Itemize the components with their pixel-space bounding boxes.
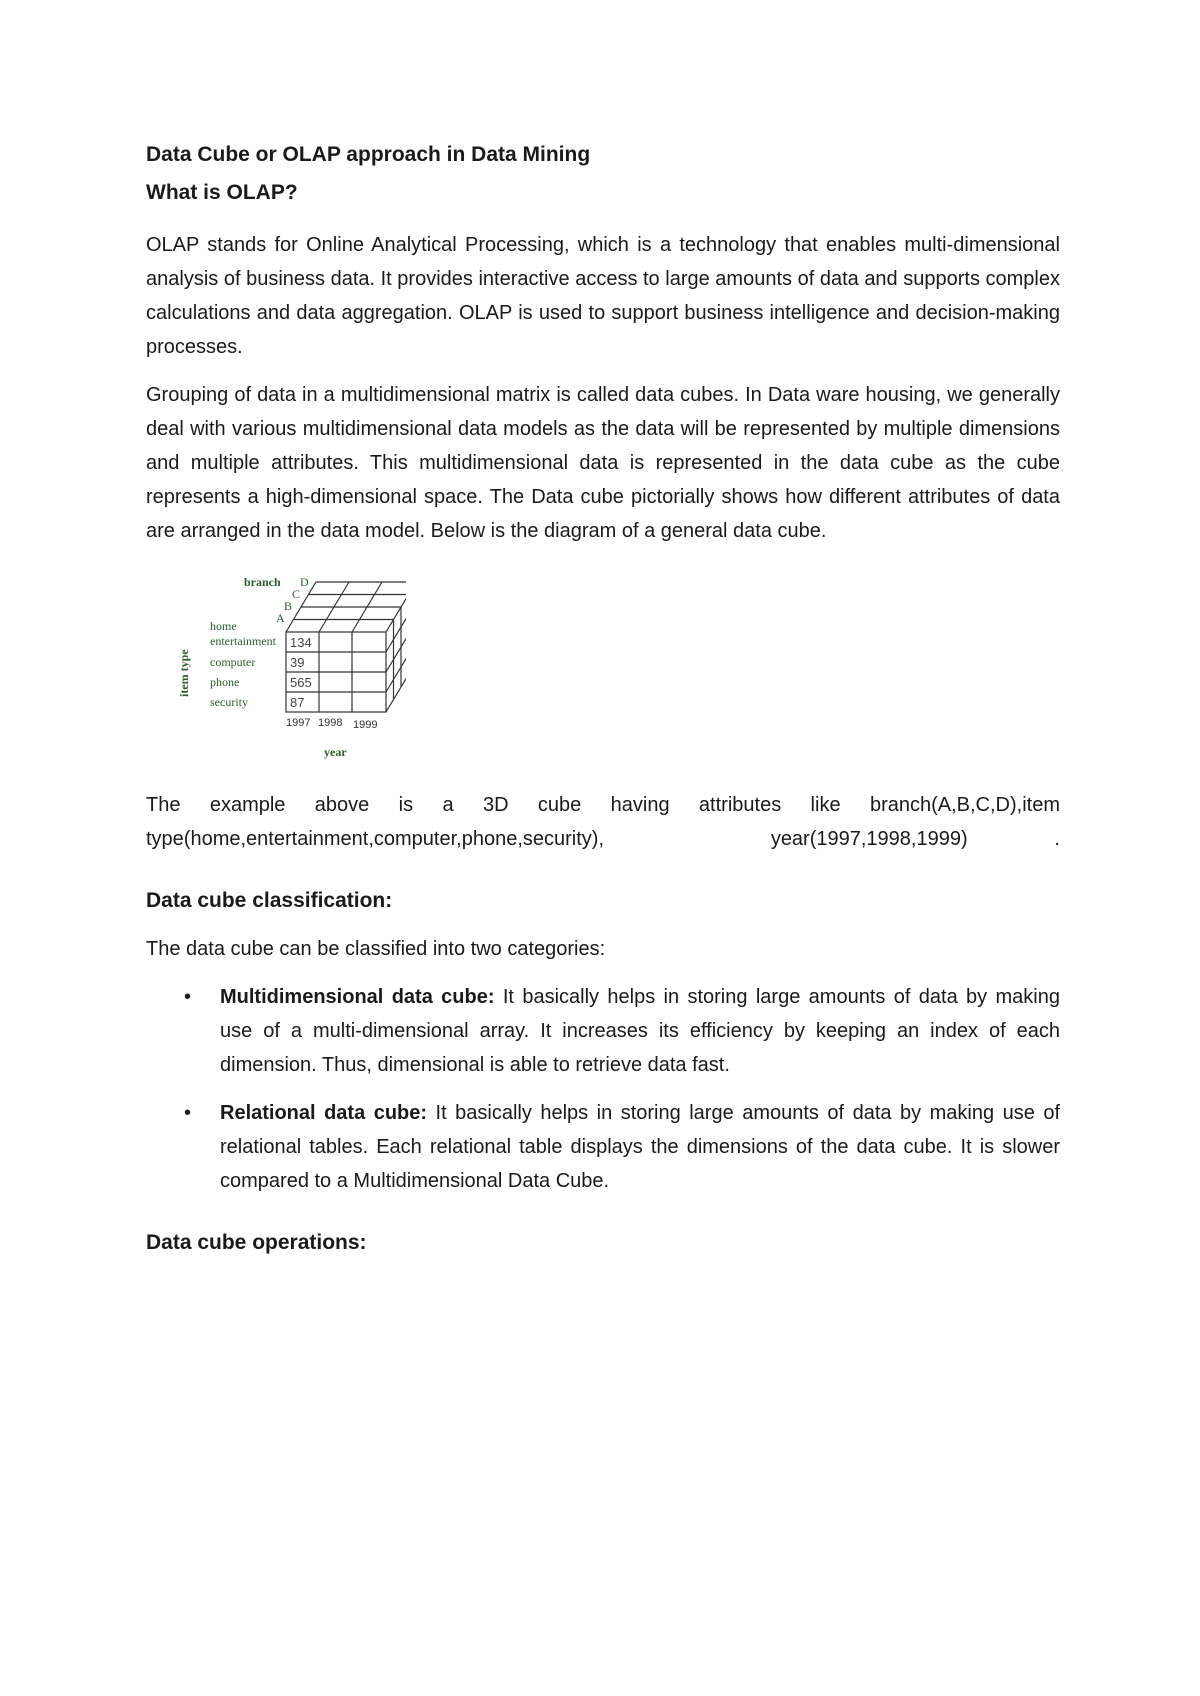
classification-intro: The data cube can be classified into two categories: (146, 938, 606, 960)
cell-value-phone: 565 (290, 675, 312, 690)
bullet-text: It basically helps in storing large amounts of data by making use of a multi-dimensional array. It increases its efficiency by keeping an index of each dimension. Thus, dimensional is able to retrieve data fast. (220, 986, 1060, 1076)
example-line-2 (146, 822, 1060, 856)
item-label-security: security (210, 695, 248, 709)
bullet-term: Multidimensional data cube: (220, 986, 495, 1008)
example-item-types: type(home,entertainment,computer,phone,security), (146, 828, 605, 850)
example-line-1: The example above is a 3D cube having attributes like branch(A,B,C,D),item (146, 794, 1060, 816)
item-label-computer: computer (210, 655, 256, 669)
year-label-1999: 1999 (353, 719, 378, 731)
spacer (146, 1212, 1060, 1228)
cell-value-computer: 39 (290, 655, 305, 670)
item-type-axis-label: item type (177, 649, 191, 697)
spacer (146, 856, 1060, 886)
document-content (146, 140, 1060, 1258)
item-label-phone: phone (210, 675, 240, 689)
item-label-home: home (210, 619, 237, 633)
list-item (146, 980, 1060, 1082)
bullet-text: It basically helps in storing large amounts of data by making use of relational tables. Each relational table displays the dimensions of the data cube. It is slower compared to a Multidimensional Data Cube. (220, 1102, 1060, 1192)
cell-value-security: 87 (290, 695, 305, 710)
branch-label-d: D (300, 575, 309, 589)
page-title: Data Cube or OLAP approach in Data Mining (146, 143, 591, 166)
year-label-1997: 1997 (286, 717, 311, 729)
year-axis-label: year (324, 745, 347, 759)
classification-list (146, 980, 1060, 1198)
year-label-1998: 1998 (318, 717, 343, 729)
paragraph-data-cube-intro: Grouping of data in a multidimensional matrix is called data cubes. In Data ware housing, we generally deal with various multidimensional data models as the data will be represented by multiple dimensions and multiple attributes. This multidimensional data is represented in the data cube as the cube represents a high-dimensional space. The Data cube pictorially shows how different attributes of data are arranged in the data model. Below is the diagram of a general data cube. (146, 384, 1060, 542)
data-cube-figure (176, 572, 406, 772)
example-years: year(1997,1998,1999) (770, 828, 968, 850)
section-heading-classification: Data cube classification: (146, 889, 393, 912)
bullet-icon: • (184, 1102, 192, 1124)
item-label-entertainment: entertainment (210, 634, 276, 648)
branch-label-c: C (292, 587, 301, 601)
branch-axis-label: branch (244, 575, 281, 589)
list-item (146, 1096, 1060, 1198)
data-cube-diagram (176, 572, 406, 772)
bullet-icon: • (184, 986, 192, 1008)
cell-value-entertainment: 134 (290, 635, 312, 650)
branch-label-b: B (284, 599, 293, 613)
paragraph-olap-definition: OLAP stands for Online Analytical Processing, which is a technology that enables multi-dimensional analysis of business data. It provides interactive access to large amounts of data and supports complex calculations and data aggregation. OLAP is used to support business intelligence and decision-making processes. (146, 234, 1060, 358)
section-heading-what-is-olap: What is OLAP? (146, 181, 298, 204)
bullet-term: Relational data cube: (220, 1102, 428, 1124)
example-period: . (1054, 828, 1060, 850)
section-heading-operations: Data cube operations: (146, 1231, 367, 1254)
branch-label-a: A (276, 611, 285, 625)
